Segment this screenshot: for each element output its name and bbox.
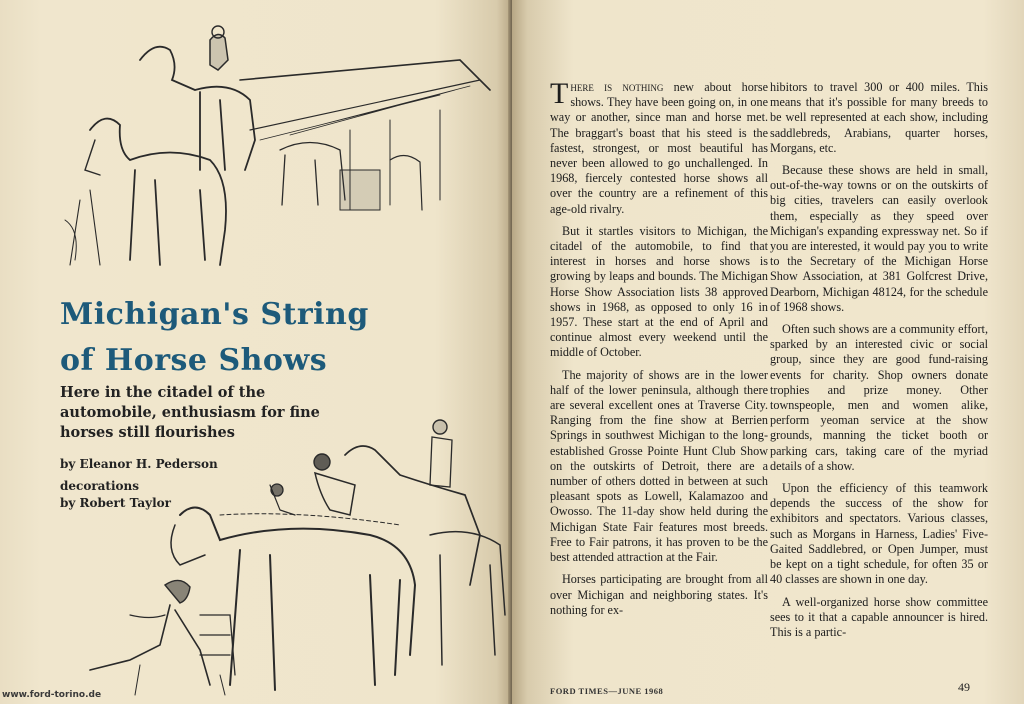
- paragraph-1-text: new about horse shows. They have been going on, in one way or another, since man and horse met. The braggart's boast that his steed is the fastest, strongest, or most beautiful has never been allowed to go unchallenged. In 1968, fiercely contested horse shows all over the country are a refinement of this age-old rivalry.: [550, 80, 769, 216]
- paragraph-1: [550, 77, 769, 217]
- article-title: [60, 292, 500, 384]
- paragraph-3: The majority of shows are in the lower half of the lower peninsula, although there are several excellent ones at Traverse City. Ranging from the fine show at Berrien Springs in southwest Michigan to the long-established Grosse Pointe Hunt Club Show on the outskirts of Detroit, there are a number of others dotted in between at such pleasant spots as Lowell, Kalamazoo and Owosso. The 11-day show held during the Michigan State Fair features most breeds. Free to Fair patrons, it has proven to be the best attended attraction at the Fair.: [550, 367, 768, 565]
- bottom-horses-illustration: [70, 415, 510, 700]
- publication-footer: FORD TIMES—JUNE 1968: [550, 686, 664, 696]
- paragraph-6: Because these shows are held in small, out-of-the-way towns or on the outskirts of big cities, travelers can easily overlook them, especially as they speed over Michigan's expanding expressway net. So if you are interested, it would pay you to write to the Secretary of the Michigan Horse Show Association, at 381 Golfcrest Drive, Dearborn, Michigan 48124, for the schedule of 1968 shows.: [770, 163, 988, 314]
- author-byline: by Eleanor H. Pederson: [60, 457, 218, 471]
- text-column-2: [770, 80, 988, 647]
- top-horse-illustration: [60, 20, 500, 280]
- illustrator-byline: by Robert Taylor: [60, 496, 171, 510]
- paragraph-7: Often such shows are a community effort, sparked by an interested civic or social group, since they are good fund-raising events for charity. Shop owners donate trophies and prize money. Other townspeople, men and women alike, perform yeoman service at the show grounds, manning the ticket booth or parking cars, taking care of the myriad details of a show.: [770, 322, 988, 473]
- decorations-label: decorations: [60, 479, 140, 493]
- paragraph-4: Horses participating are brought from all over Michigan and neighboring states. It's nothing for ex-: [550, 572, 768, 617]
- article-subtitle: Here in the citadel of the automobile, enthusiasm for fine horses still flourishes: [60, 384, 320, 441]
- paragraph-5: hibitors to travel 300 or 400 miles. This means that it's possible for many breeds to be well represented at each show, including saddlebreds, Arabians, quarter horses, Morgans, etc.: [770, 80, 988, 155]
- watermark: www.ford-torino.de: [2, 690, 102, 700]
- title-line-2: of Horse Shows: [60, 343, 328, 378]
- title-line-1: Michigan's String: [60, 297, 369, 332]
- paragraph-9: A well-organized horse show committee sees to it that a capable announcer is hired. This is a partic-: [770, 594, 988, 639]
- paragraph-8: Upon the efficiency of this teamwork depends the success of the show for exhibitors and spectators. Various classes, such as Morgans in Harness, Ladies' Five-Gaited Saddlebred, or Open Jumper, must be kept on a tight schedule, for often 35 or 40 classes are shown in one day.: [770, 481, 988, 587]
- paragraph-2: But it startles visitors to Michigan, the citadel of the automobile, to find that interest in horses and horse shows is growing by leaps and bounds. The Michigan Horse Show Association lists 38 approved shows in 1968, as opposed to only 16 in 1957. These start at the end of April and continue almost every weekend until the middle of October.: [550, 223, 768, 360]
- drop-cap: T: [550, 77, 569, 110]
- page-number: 49: [958, 680, 970, 694]
- lead-in-smallcaps: here is nothing: [570, 80, 664, 94]
- text-column-1: [550, 77, 769, 625]
